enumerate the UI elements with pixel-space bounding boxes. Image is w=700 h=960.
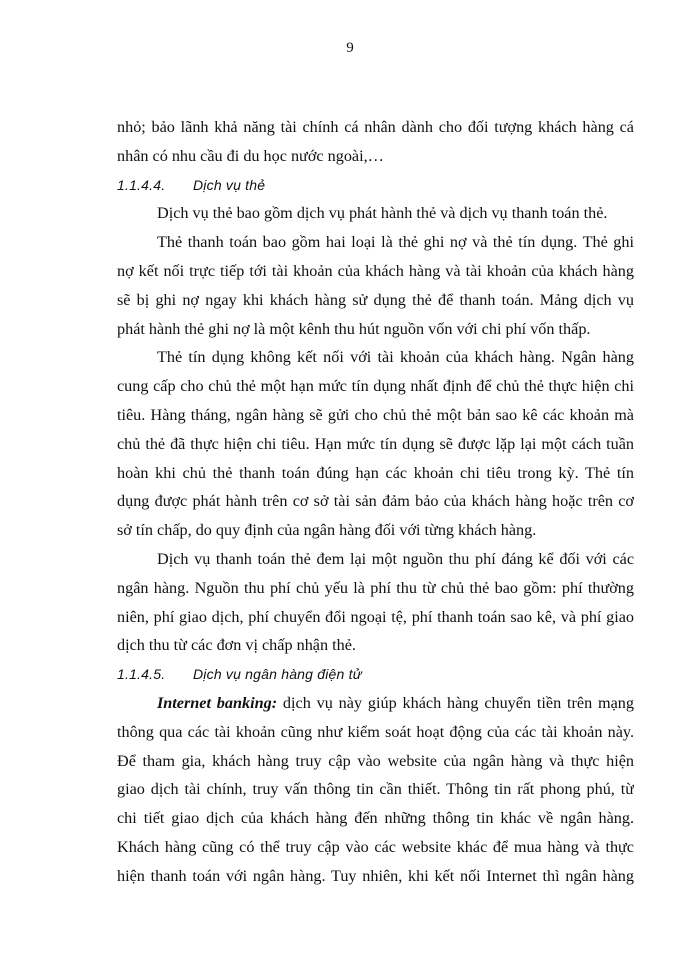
section-title: Dịch vụ ngân hàng điện tử (193, 666, 362, 683)
text-line: sở tín chấp, do quy định của ngân hàng đối với từng khách hàng. (117, 521, 537, 540)
text-line: hiện thanh toán với ngân hàng. Tuy nhiên, khi kết nối Internet thì ngân hàng (117, 866, 634, 885)
text-line: chủ thẻ đã thực hiện chi tiêu. Hạn mức tín dụng sẽ được lặp lại một cách tuần (117, 434, 634, 453)
text-line (117, 689, 634, 718)
text-line: sẽ bị ghi nợ ngay khi khách hàng sử dụng thẻ để thanh toán. Mảng dịch vụ (117, 290, 634, 309)
page-number: 9 (346, 40, 354, 56)
text-line: Khách hàng cũng có thể truy cập vào các website khác để mua hàng và thực (117, 837, 634, 856)
paragraph-card-payment-fees (117, 545, 634, 660)
text-line: giao dịch tài chính, truy vấn thông tin cần thiết. Thông tin rất phong phú, từ (117, 780, 634, 799)
paragraph-credit-card (117, 343, 634, 545)
paragraph-debit-card (117, 228, 634, 343)
text-line: niên, phí giao dịch, phí chuyển đổi ngoại tệ, phí thanh toán sao kê, và phí giao (117, 607, 634, 626)
text-line: Dịch vụ thẻ bao gồm dịch vụ phát hành thẻ và dịch vụ thanh toán thẻ. (157, 204, 608, 223)
section-number: 1.1.4.5. (117, 666, 166, 683)
text-line: ngân hàng. Nguồn thu phí chủ yếu là phí thu từ chủ thẻ bao gồm: phí thường (117, 578, 634, 597)
text-line: nợ kết nối trực tiếp tới tài khoản của khách hàng và tài khoản của khách hàng (117, 261, 634, 280)
term-definition: dịch vụ này giúp khách hàng chuyển tiền trên mạng (277, 693, 634, 712)
text-line: thông qua các tài khoản cũng như kiểm soát hoạt động của các tài khoản này. (117, 722, 634, 741)
text-line: cung cấp cho chủ thẻ một hạn mức tín dụng nhất định để chủ thẻ thực hiện chi (117, 377, 634, 396)
text-line: Dịch vụ thanh toán thẻ đem lại một nguồn thu phí đáng kể đối với các (157, 549, 634, 568)
text-line: phát hành thẻ ghi nợ là một kênh thu hút nguồn vốn với chi phí vốn thấp. (117, 319, 591, 338)
section-number: 1.1.4.4. (117, 176, 166, 193)
text-line: nhỏ; bảo lãnh khả năng tài chính cá nhân dành cho đối tượng khách hàng cá (117, 118, 634, 136)
text-line: dịch thu từ các đơn vị chấp nhận thẻ. (117, 636, 356, 655)
section-title: Dịch vụ thẻ (193, 176, 266, 193)
text-line: chi tiết giao dịch của khách hàng đến những thông tin khác về ngân hàng. (117, 809, 634, 828)
text-line: Thẻ tín dụng không kết nối với tài khoản của khách hàng. Ngân hàng (157, 348, 634, 367)
text-line: Để tham gia, khách hàng truy cập vào website của ngân hàng và thực hiện (117, 751, 634, 770)
paragraph-card-overview (117, 199, 634, 228)
text-line: hoàn khi chủ thẻ thanh toán đúng hạn các khoản chi tiêu trong kỳ. Thẻ tín (117, 463, 634, 482)
paragraph-internet-banking (117, 689, 634, 891)
text-line: nhân có nhu cầu đi du học nước ngoài,… (117, 146, 384, 165)
text-line: Thẻ thanh toán bao gồm hai loại là thẻ ghi nợ và thẻ tín dụng. Thẻ ghi (157, 233, 634, 252)
text-line: dụng được phát hành trên cơ sở tài sản đảm bảo của khách hàng hoặc trên cơ (117, 492, 634, 511)
section-heading-card-services (117, 171, 634, 200)
term-internet-banking: Internet banking: (157, 693, 278, 712)
section-heading-e-banking (117, 660, 634, 689)
body-text (117, 113, 634, 891)
paragraph-continuation (117, 113, 634, 171)
text-line: tiêu. Hàng tháng, ngân hàng sẽ gửi cho chủ thẻ một bản sao kê các khoản mà (117, 405, 634, 424)
